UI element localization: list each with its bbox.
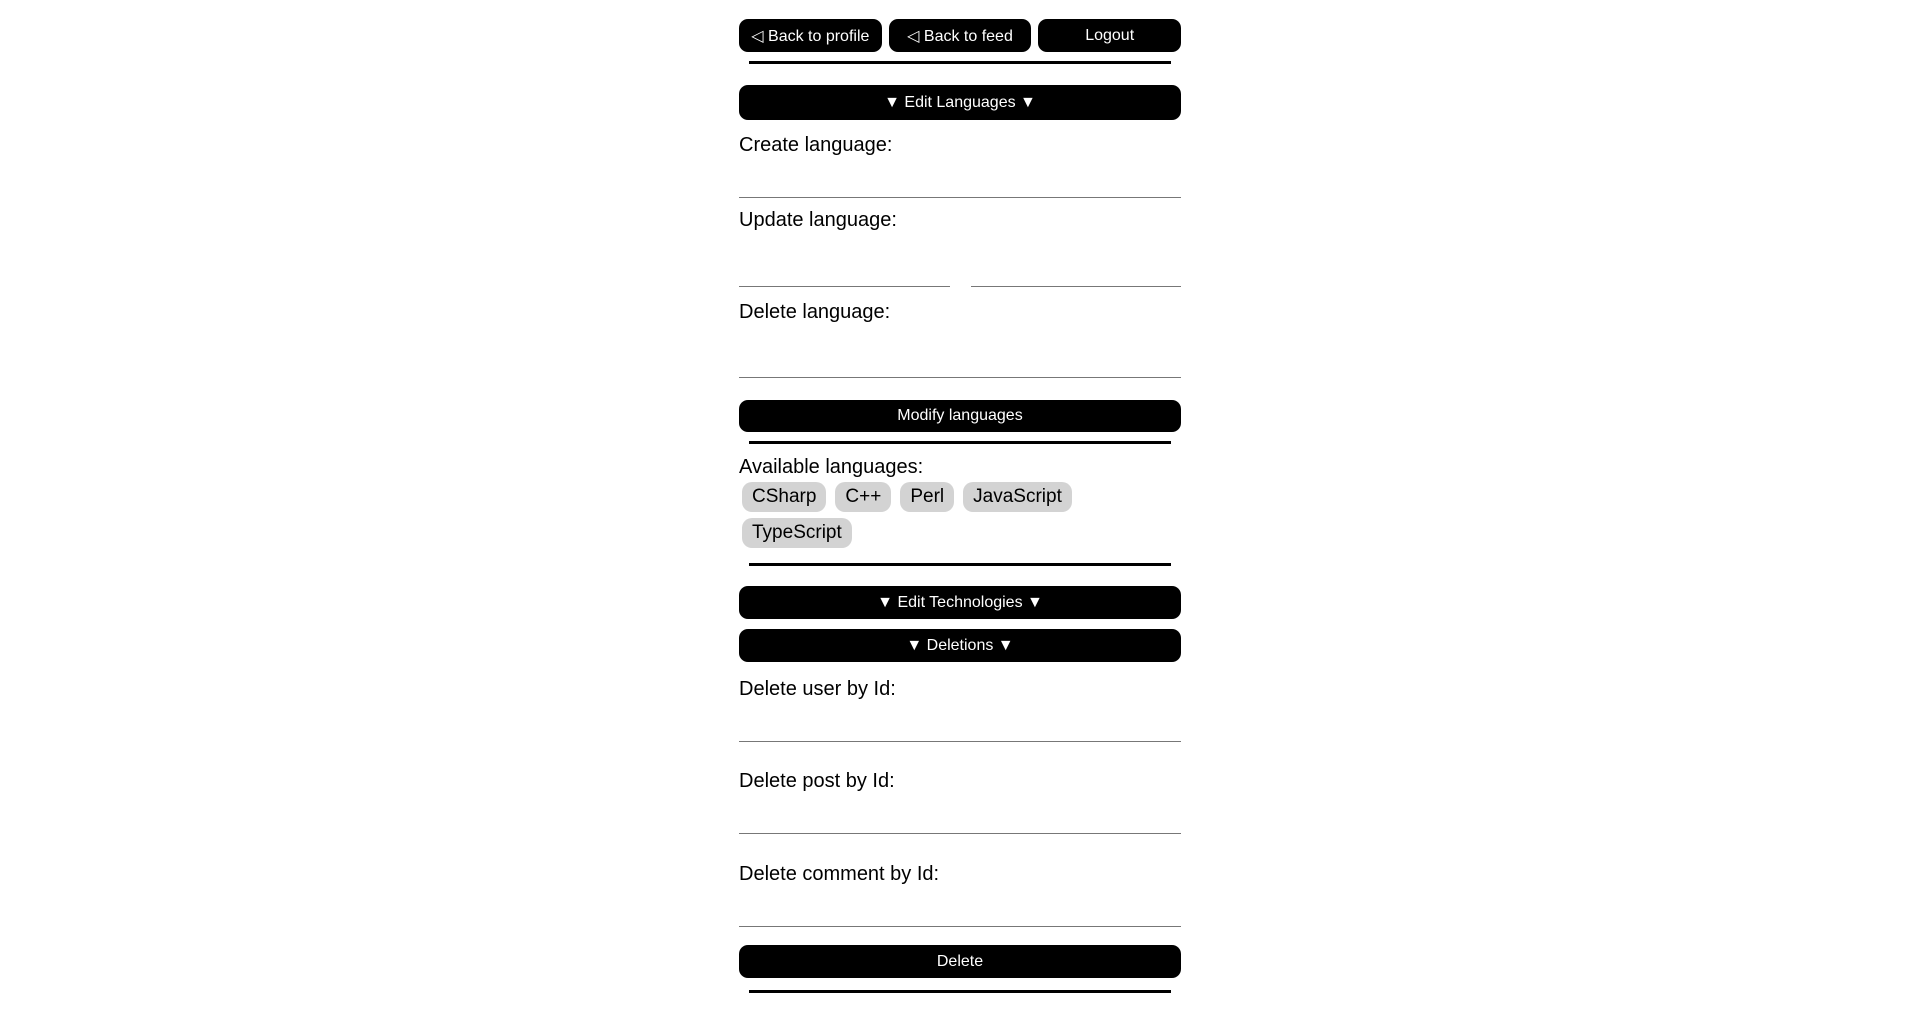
back-to-profile-button[interactable]: ◁ Back to profile bbox=[739, 19, 882, 52]
create-language-label: Create language: bbox=[739, 134, 893, 156]
language-pill: JavaScript bbox=[963, 482, 1072, 512]
language-pill: Perl bbox=[900, 482, 954, 512]
divider bbox=[749, 441, 1171, 444]
delete-language-label: Delete language: bbox=[739, 301, 891, 323]
delete-language-input[interactable] bbox=[739, 324, 1181, 378]
delete-post-by-id-label: Delete post by Id: bbox=[739, 770, 895, 792]
edit-languages-toggle[interactable]: ▼ Edit Languages ▼ bbox=[739, 85, 1181, 120]
top-nav-row bbox=[739, 19, 1181, 52]
edit-technologies-toggle[interactable]: ▼ Edit Technologies ▼ bbox=[739, 586, 1181, 619]
delete-post-by-id-input[interactable] bbox=[739, 793, 1181, 834]
divider bbox=[749, 563, 1171, 566]
logout-button[interactable]: Logout bbox=[1038, 19, 1181, 52]
divider bbox=[749, 61, 1171, 64]
back-to-feed-button[interactable]: ◁ Back to feed bbox=[889, 19, 1032, 52]
update-language-inputs bbox=[739, 232, 1181, 287]
delete-comment-by-id-label: Delete comment by Id: bbox=[739, 863, 940, 885]
available-languages-label: Available languages: bbox=[739, 456, 924, 478]
create-language-input[interactable] bbox=[739, 157, 1181, 198]
available-languages-list bbox=[742, 482, 1100, 548]
language-pill: TypeScript bbox=[742, 518, 852, 548]
language-pill: CSharp bbox=[742, 482, 826, 512]
delete-user-by-id-input[interactable] bbox=[739, 701, 1181, 742]
language-pill: C++ bbox=[835, 482, 891, 512]
admin-panel bbox=[739, 19, 1181, 993]
delete-button[interactable]: Delete bbox=[739, 945, 1181, 978]
delete-user-by-id-label: Delete user by Id: bbox=[739, 678, 896, 700]
divider bbox=[749, 990, 1171, 993]
update-language-new-input[interactable] bbox=[971, 232, 1182, 287]
modify-languages-button[interactable]: Modify languages bbox=[739, 400, 1181, 432]
update-language-old-input[interactable] bbox=[739, 232, 950, 287]
update-language-label: Update language: bbox=[739, 209, 897, 231]
delete-comment-by-id-input[interactable] bbox=[739, 886, 1181, 927]
deletions-toggle[interactable]: ▼ Deletions ▼ bbox=[739, 629, 1181, 662]
